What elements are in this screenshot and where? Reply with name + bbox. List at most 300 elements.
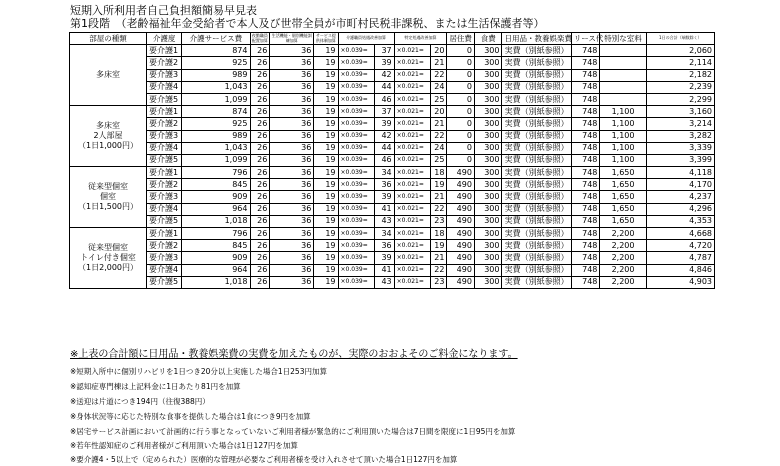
lease-cell: 748	[571, 93, 600, 105]
service-system-cell: 19	[314, 228, 338, 240]
lease-cell: 748	[571, 276, 600, 288]
service-fee-cell: 845	[182, 179, 250, 191]
specific-rate-cell: ×0.021=	[394, 69, 430, 81]
daily-total-cell: 3,282	[646, 130, 714, 142]
document-subtitle: 第1段階 （老齢福祉年金受給者で本人及び世帯全員が市町村民税非課税、または生活保護者等）	[70, 17, 545, 30]
care-level-cell: 要介護5	[147, 276, 182, 288]
care-level-cell: 要介護5	[147, 215, 182, 227]
lease-cell: 748	[571, 179, 600, 191]
residence-cell: 0	[447, 45, 475, 57]
meal-cell: 300	[474, 179, 502, 191]
night-staff-cell: 26	[250, 154, 270, 166]
special-room-cell: 2,200	[600, 240, 646, 252]
room-type-cell: 従来型個室 トイレ付き個室 （1日2,000円）	[70, 228, 147, 289]
night-staff-cell: 26	[250, 264, 270, 276]
daily-total-cell: 4,720	[646, 240, 714, 252]
service-system-cell: 19	[314, 154, 338, 166]
lease-cell: 748	[571, 167, 600, 179]
night-staff-cell: 26	[250, 45, 270, 57]
training-cell: 36	[270, 118, 314, 130]
header-special-room: 特別な室料	[600, 33, 646, 45]
special-room-cell	[600, 93, 646, 105]
special-room-cell: 2,200	[600, 252, 646, 264]
table-row	[70, 69, 715, 81]
daily-total-cell: 3,339	[646, 142, 714, 154]
treatment-cell: 34	[374, 167, 394, 179]
daily-goods-cell: 実費（別紙参照）	[502, 264, 571, 276]
header-specific-improvement: 特定処遇改善加算	[394, 33, 447, 45]
training-cell: 36	[270, 106, 314, 118]
table-header-row	[70, 33, 715, 45]
residence-cell: 490	[447, 240, 475, 252]
care-level-cell: 要介護3	[147, 130, 182, 142]
header-room-type: 部屋の種類	[70, 33, 147, 45]
daily-total-cell: 4,903	[646, 276, 714, 288]
lease-cell: 748	[571, 154, 600, 166]
care-level-cell: 要介護2	[147, 57, 182, 69]
treatment-cell: 42	[374, 69, 394, 81]
treatment-cell: 43	[374, 215, 394, 227]
daily-goods-cell: 実費（別紙参照）	[502, 93, 571, 105]
residence-cell: 490	[447, 215, 475, 227]
table-row	[70, 252, 715, 264]
treatment-rate-cell: ×0.039=	[338, 69, 374, 81]
training-cell: 36	[270, 228, 314, 240]
residence-cell: 0	[447, 81, 475, 93]
daily-total-cell: 4,787	[646, 252, 714, 264]
meal-cell: 300	[474, 142, 502, 154]
specific-cell: 24	[430, 81, 447, 93]
daily-goods-cell: 実費（別紙参照）	[502, 45, 571, 57]
meal-cell: 300	[474, 118, 502, 130]
treatment-rate-cell: ×0.039=	[338, 118, 374, 130]
care-level-cell: 要介護3	[147, 69, 182, 81]
training-cell: 36	[270, 276, 314, 288]
training-cell: 36	[270, 57, 314, 69]
meal-cell: 300	[474, 276, 502, 288]
special-room-cell	[600, 69, 646, 81]
specific-rate-cell: ×0.021=	[394, 179, 430, 191]
service-fee-cell: 1,099	[182, 93, 250, 105]
treatment-cell: 41	[374, 203, 394, 215]
treatment-cell: 42	[374, 130, 394, 142]
service-system-cell: 19	[314, 276, 338, 288]
residence-cell: 490	[447, 252, 475, 264]
document-title: 短期入所利用者自己負担額簡易早見表	[70, 4, 257, 17]
treatment-rate-cell: ×0.039=	[338, 154, 374, 166]
specific-rate-cell: ×0.021=	[394, 45, 430, 57]
daily-goods-cell: 実費（別紙参照）	[502, 215, 571, 227]
training-cell: 36	[270, 69, 314, 81]
service-fee-cell: 796	[182, 167, 250, 179]
table-row	[70, 215, 715, 227]
specific-rate-cell: ×0.021=	[394, 57, 430, 69]
night-staff-cell: 26	[250, 69, 270, 81]
specific-rate-cell: ×0.021=	[394, 142, 430, 154]
service-fee-cell: 925	[182, 118, 250, 130]
header-meal: 食費	[474, 33, 502, 45]
training-cell: 36	[270, 45, 314, 57]
daily-total-cell: 4,296	[646, 203, 714, 215]
specific-cell: 21	[430, 252, 447, 264]
specific-rate-cell: ×0.021=	[394, 215, 430, 227]
service-fee-cell: 845	[182, 240, 250, 252]
care-level-cell: 要介護1	[147, 106, 182, 118]
header-service-system: サービス提供体制加算	[314, 33, 338, 45]
meal-cell: 300	[474, 45, 502, 57]
service-system-cell: 19	[314, 142, 338, 154]
care-level-cell: 要介護2	[147, 118, 182, 130]
residence-cell: 0	[447, 69, 475, 81]
lease-cell: 748	[571, 45, 600, 57]
service-system-cell: 19	[314, 57, 338, 69]
care-level-cell: 要介護3	[147, 191, 182, 203]
lease-cell: 748	[571, 106, 600, 118]
treatment-cell: 39	[374, 57, 394, 69]
care-level-cell: 要介護4	[147, 264, 182, 276]
specific-cell: 24	[430, 142, 447, 154]
care-level-cell: 要介護5	[147, 93, 182, 105]
daily-total-cell: 2,114	[646, 57, 714, 69]
service-fee-cell: 1,043	[182, 81, 250, 93]
training-cell: 36	[270, 142, 314, 154]
service-system-cell: 19	[314, 215, 338, 227]
training-cell: 36	[270, 215, 314, 227]
training-cell: 36	[270, 191, 314, 203]
lease-cell: 748	[571, 240, 600, 252]
specific-cell: 22	[430, 203, 447, 215]
care-level-cell: 要介護2	[147, 240, 182, 252]
table-row	[70, 118, 715, 130]
residence-cell: 0	[447, 142, 475, 154]
specific-rate-cell: ×0.021=	[394, 167, 430, 179]
specific-cell: 25	[430, 93, 447, 105]
special-room-cell: 1,650	[600, 167, 646, 179]
daily-total-cell: 4,237	[646, 191, 714, 203]
table-row	[70, 276, 715, 288]
service-fee-cell: 1,018	[182, 276, 250, 288]
service-fee-cell: 964	[182, 264, 250, 276]
table-row	[70, 57, 715, 69]
special-room-cell: 1,100	[600, 106, 646, 118]
treatment-cell: 39	[374, 252, 394, 264]
special-room-cell: 1,650	[600, 179, 646, 191]
treatment-rate-cell: ×0.039=	[338, 167, 374, 179]
service-system-cell: 19	[314, 81, 338, 93]
service-fee-cell: 925	[182, 57, 250, 69]
treatment-cell: 36	[374, 179, 394, 191]
lease-cell: 748	[571, 191, 600, 203]
care-level-cell: 要介護5	[147, 154, 182, 166]
daily-total-cell: 4,668	[646, 228, 714, 240]
night-staff-cell: 26	[250, 142, 270, 154]
night-staff-cell: 26	[250, 130, 270, 142]
daily-goods-cell: 実費（別紙参照）	[502, 130, 571, 142]
treatment-cell: 44	[374, 142, 394, 154]
residence-cell: 490	[447, 228, 475, 240]
daily-goods-cell: 実費（別紙参照）	[502, 106, 571, 118]
treatment-cell: 46	[374, 93, 394, 105]
lease-cell: 748	[571, 215, 600, 227]
service-system-cell: 19	[314, 252, 338, 264]
table-row	[70, 81, 715, 93]
specific-cell: 21	[430, 57, 447, 69]
special-room-cell: 2,200	[600, 264, 646, 276]
specific-cell: 23	[430, 276, 447, 288]
lease-cell: 748	[571, 264, 600, 276]
specific-rate-cell: ×0.021=	[394, 264, 430, 276]
service-fee-cell: 1,018	[182, 215, 250, 227]
meal-cell: 300	[474, 228, 502, 240]
special-room-cell: 1,100	[600, 154, 646, 166]
treatment-cell: 34	[374, 228, 394, 240]
treatment-cell: 36	[374, 240, 394, 252]
treatment-rate-cell: ×0.039=	[338, 142, 374, 154]
daily-goods-cell: 実費（別紙参照）	[502, 240, 571, 252]
treatment-rate-cell: ×0.039=	[338, 57, 374, 69]
treatment-rate-cell: ×0.039=	[338, 130, 374, 142]
meal-cell: 300	[474, 106, 502, 118]
service-fee-cell: 1,043	[182, 142, 250, 154]
special-room-cell: 1,100	[600, 142, 646, 154]
service-fee-cell: 964	[182, 203, 250, 215]
specific-rate-cell: ×0.021=	[394, 81, 430, 93]
night-staff-cell: 26	[250, 118, 270, 130]
meal-cell: 300	[474, 81, 502, 93]
header-residence: 居住費	[447, 33, 475, 45]
daily-total-cell: 4,846	[646, 264, 714, 276]
residence-cell: 0	[447, 118, 475, 130]
training-cell: 36	[270, 130, 314, 142]
care-level-cell: 要介護1	[147, 167, 182, 179]
service-system-cell: 19	[314, 191, 338, 203]
training-cell: 36	[270, 203, 314, 215]
daily-total-cell: 2,060	[646, 45, 714, 57]
service-fee-cell: 874	[182, 106, 250, 118]
service-system-cell: 19	[314, 93, 338, 105]
training-cell: 36	[270, 81, 314, 93]
residence-cell: 490	[447, 191, 475, 203]
care-level-cell: 要介護4	[147, 81, 182, 93]
service-system-cell: 19	[314, 203, 338, 215]
header-training: 生活機能・個別機能訓練加算	[270, 33, 314, 45]
special-room-cell	[600, 81, 646, 93]
meal-cell: 300	[474, 167, 502, 179]
service-fee-cell: 909	[182, 252, 250, 264]
service-system-cell: 19	[314, 240, 338, 252]
specific-rate-cell: ×0.021=	[394, 203, 430, 215]
treatment-cell: 46	[374, 154, 394, 166]
lease-cell: 748	[571, 130, 600, 142]
specific-cell: 20	[430, 45, 447, 57]
residence-cell: 0	[447, 130, 475, 142]
lease-cell: 748	[571, 57, 600, 69]
service-fee-cell: 874	[182, 45, 250, 57]
meal-cell: 300	[474, 93, 502, 105]
meal-cell: 300	[474, 57, 502, 69]
specific-cell: 18	[430, 167, 447, 179]
note-young-dementia: ※若年性認知症のご利用者様がご利用頂いた場合は1日127円を加算	[70, 441, 298, 450]
treatment-rate-cell: ×0.039=	[338, 106, 374, 118]
residence-cell: 490	[447, 179, 475, 191]
daily-total-cell: 4,118	[646, 167, 714, 179]
header-night-staff: 夜勤職員配置加算	[250, 33, 270, 45]
specific-cell: 21	[430, 191, 447, 203]
lease-cell: 748	[571, 118, 600, 130]
service-system-cell: 19	[314, 264, 338, 276]
night-staff-cell: 26	[250, 252, 270, 264]
table-row	[70, 154, 715, 166]
cost-table	[69, 32, 715, 289]
service-system-cell: 19	[314, 179, 338, 191]
table-row	[70, 93, 715, 105]
night-staff-cell: 26	[250, 215, 270, 227]
night-staff-cell: 26	[250, 167, 270, 179]
residence-cell: 490	[447, 264, 475, 276]
specific-cell: 19	[430, 179, 447, 191]
night-staff-cell: 26	[250, 93, 270, 105]
daily-total-cell: 2,299	[646, 93, 714, 105]
table-body	[70, 45, 715, 289]
care-level-cell: 要介護3	[147, 252, 182, 264]
meal-cell: 300	[474, 252, 502, 264]
daily-goods-cell: 実費（別紙参照）	[502, 191, 571, 203]
room-type-cell: 従来型個室 個室 （1日1,500円）	[70, 167, 147, 228]
lease-cell: 748	[571, 228, 600, 240]
daily-total-cell: 2,239	[646, 81, 714, 93]
daily-goods-cell: 実費（別紙参照）	[502, 228, 571, 240]
specific-cell: 20	[430, 106, 447, 118]
table-row	[70, 191, 715, 203]
residence-cell: 490	[447, 167, 475, 179]
daily-goods-cell: 実費（別紙参照）	[502, 142, 571, 154]
treatment-rate-cell: ×0.039=	[338, 179, 374, 191]
service-fee-cell: 989	[182, 69, 250, 81]
lease-cell: 748	[571, 142, 600, 154]
care-level-cell: 要介護2	[147, 179, 182, 191]
specific-rate-cell: ×0.021=	[394, 130, 430, 142]
night-staff-cell: 26	[250, 179, 270, 191]
table-row	[70, 142, 715, 154]
specific-cell: 22	[430, 130, 447, 142]
night-staff-cell: 26	[250, 191, 270, 203]
residence-cell: 0	[447, 154, 475, 166]
treatment-cell: 41	[374, 264, 394, 276]
training-cell: 36	[270, 154, 314, 166]
note-total: ※上表の合計額に日用品・教養娯楽費の実費を加えたものが、実際のおおよそのご料金になります。	[70, 349, 518, 360]
residence-cell: 490	[447, 276, 475, 288]
meal-cell: 300	[474, 69, 502, 81]
daily-total-cell: 3,399	[646, 154, 714, 166]
specific-rate-cell: ×0.021=	[394, 106, 430, 118]
special-room-cell	[600, 45, 646, 57]
special-room-cell: 1,100	[600, 118, 646, 130]
specific-rate-cell: ×0.021=	[394, 93, 430, 105]
daily-goods-cell: 実費（別紙参照）	[502, 81, 571, 93]
night-staff-cell: 26	[250, 106, 270, 118]
special-room-cell	[600, 57, 646, 69]
specific-cell: 21	[430, 118, 447, 130]
meal-cell: 300	[474, 240, 502, 252]
service-fee-cell: 1,099	[182, 154, 250, 166]
service-system-cell: 19	[314, 106, 338, 118]
treatment-rate-cell: ×0.039=	[338, 264, 374, 276]
daily-total-cell: 2,182	[646, 69, 714, 81]
note-transport: ※送迎は片道につき194円（往復388円）	[70, 397, 210, 406]
daily-goods-cell: 実費（別紙参照）	[502, 252, 571, 264]
daily-total-cell: 3,214	[646, 118, 714, 130]
meal-cell: 300	[474, 215, 502, 227]
room-type-cell: 多床室	[70, 45, 147, 106]
specific-rate-cell: ×0.021=	[394, 276, 430, 288]
residence-cell: 490	[447, 203, 475, 215]
service-fee-cell: 796	[182, 228, 250, 240]
specific-cell: 22	[430, 69, 447, 81]
header-lease: リース代	[571, 33, 600, 45]
specific-rate-cell: ×0.021=	[394, 154, 430, 166]
treatment-rate-cell: ×0.039=	[338, 276, 374, 288]
table-row	[70, 106, 715, 118]
treatment-rate-cell: ×0.039=	[338, 215, 374, 227]
treatment-rate-cell: ×0.039=	[338, 93, 374, 105]
night-staff-cell: 26	[250, 228, 270, 240]
note-rehab: ※短期入所中に個別リハビリを1日つき20分以上実施した場合1日253円加算	[70, 367, 327, 376]
specific-rate-cell: ×0.021=	[394, 228, 430, 240]
treatment-cell: 44	[374, 81, 394, 93]
lease-cell: 748	[571, 81, 600, 93]
treatment-rate-cell: ×0.039=	[338, 228, 374, 240]
daily-total-cell: 4,170	[646, 179, 714, 191]
treatment-rate-cell: ×0.039=	[338, 81, 374, 93]
table-row	[70, 228, 715, 240]
treatment-cell: 37	[374, 45, 394, 57]
training-cell: 36	[270, 240, 314, 252]
residence-cell: 0	[447, 93, 475, 105]
meal-cell: 300	[474, 154, 502, 166]
daily-total-cell: 3,160	[646, 106, 714, 118]
specific-rate-cell: ×0.021=	[394, 191, 430, 203]
special-room-cell: 1,650	[600, 191, 646, 203]
treatment-rate-cell: ×0.039=	[338, 240, 374, 252]
room-type-cell: 多床室 2人部屋 （1日1,000円）	[70, 106, 147, 167]
lease-cell: 748	[571, 69, 600, 81]
daily-goods-cell: 実費（別紙参照）	[502, 179, 571, 191]
header-care-level: 介護度	[147, 33, 182, 45]
treatment-cell: 39	[374, 118, 394, 130]
service-system-cell: 19	[314, 130, 338, 142]
service-fee-cell: 989	[182, 130, 250, 142]
header-service-fee: 介護サービス費	[182, 33, 250, 45]
treatment-cell: 37	[374, 106, 394, 118]
care-level-cell: 要介護1	[147, 45, 182, 57]
treatment-rate-cell: ×0.039=	[338, 252, 374, 264]
table-row	[70, 203, 715, 215]
treatment-rate-cell: ×0.039=	[338, 191, 374, 203]
table-row	[70, 167, 715, 179]
daily-goods-cell: 実費（別紙参照）	[502, 276, 571, 288]
daily-goods-cell: 実費（別紙参照）	[502, 69, 571, 81]
treatment-rate-cell: ×0.039=	[338, 45, 374, 57]
note-emergency: ※居宅サービス計画において計画的に行う事となっていないご利用者様が緊急的にご利用頂いた場合は7日間を限度に1日95円を加算	[70, 427, 516, 436]
special-room-cell: 2,200	[600, 276, 646, 288]
header-daily-total: 1日の合計（端数除く）	[646, 33, 714, 45]
care-level-cell: 要介護1	[147, 228, 182, 240]
specific-cell: 22	[430, 264, 447, 276]
meal-cell: 300	[474, 264, 502, 276]
specific-cell: 19	[430, 240, 447, 252]
special-room-cell: 1,650	[600, 203, 646, 215]
specific-rate-cell: ×0.021=	[394, 118, 430, 130]
